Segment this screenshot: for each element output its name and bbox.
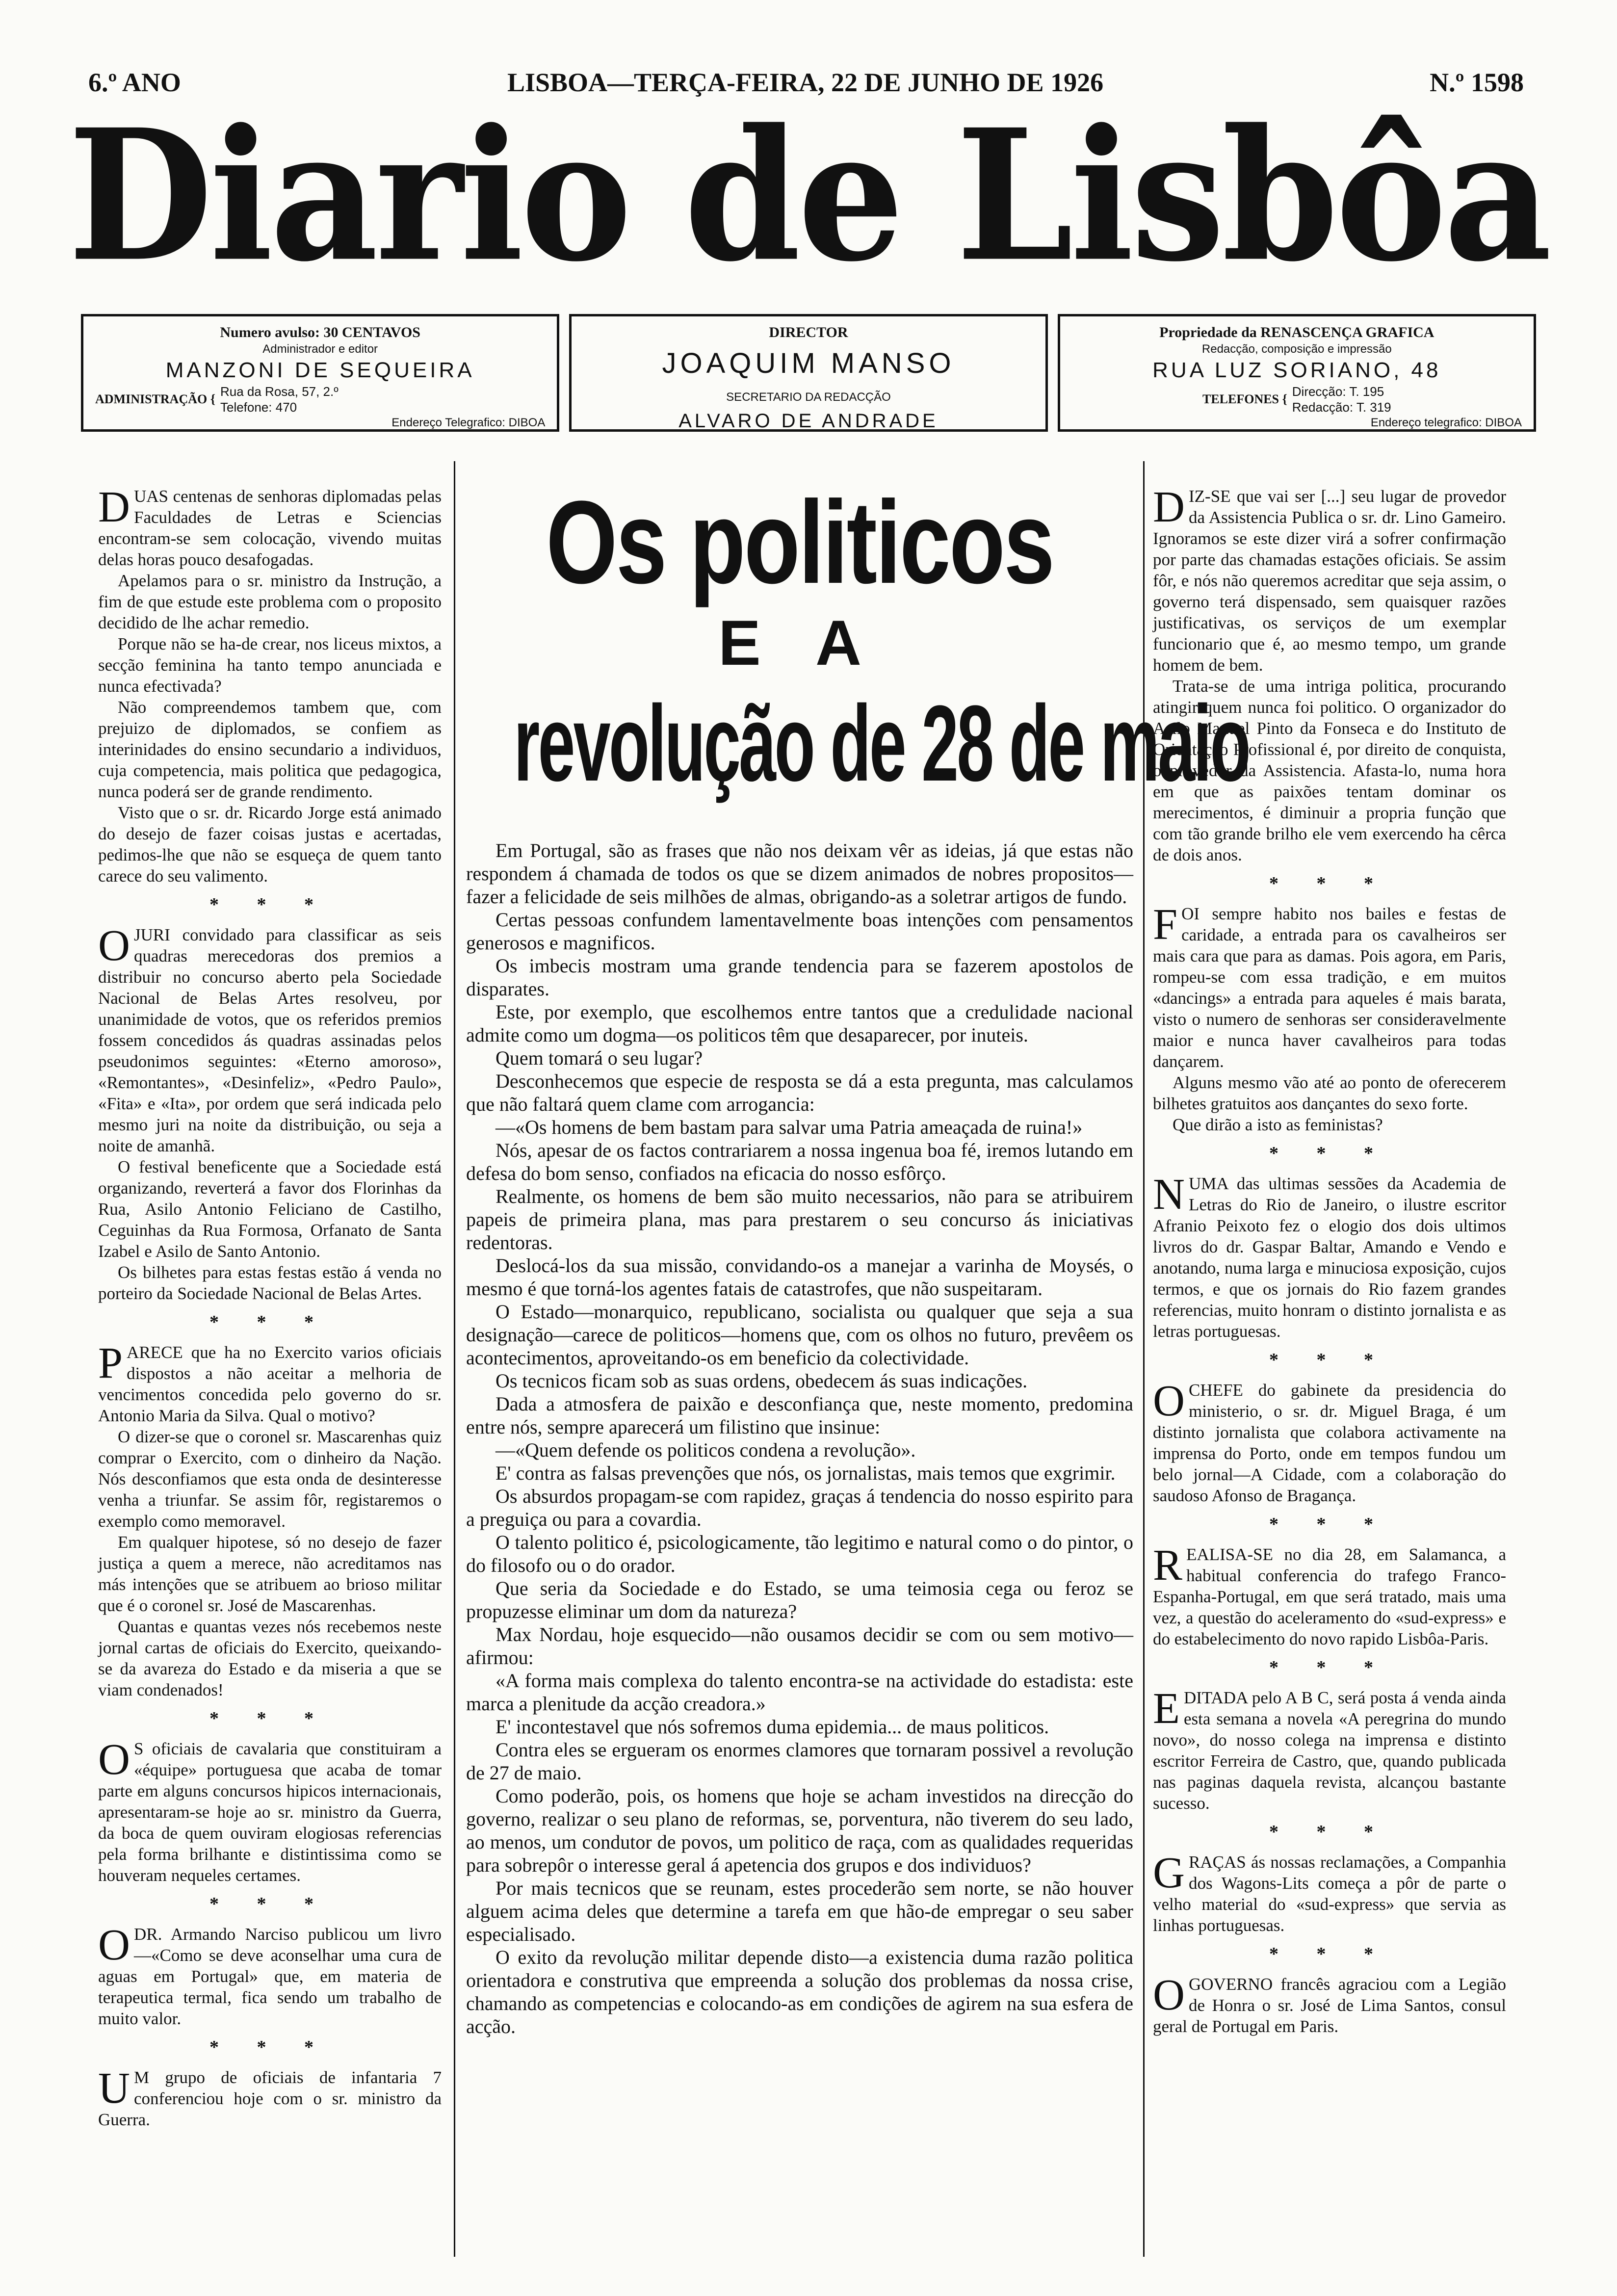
administrator-name: MANZONI DE SEQUEIRA [165, 358, 475, 382]
news-item-text: do gabinete da presidencia do ministerio, o sr. dr. Miguel Braga, é um distinto jornalista que colabora activamente na imprensa do Porto, onde em tempos fundou um belo jornal—A Cidade, com a colaboração do saudoso Afonso de Bragança. [1153, 1381, 1507, 1505]
drop-cap: N [1153, 1170, 1185, 1219]
news-item-text: sempre habito nos bailes e festas de caridade, a entrada para os cavalheiros ser mais cara que para as damas. Pois agora, em Paris, rompeu-se com essa tradição, e em muitos «dancings» a entrada para aqueles é mais barata, visto o numero de senhoras ser consideravelmente maior e nunca haver cavalheiros para todas dançarem. [1153, 904, 1506, 1071]
article-paragraph: Nós, apesar de os factos contrariarem a nossa ingenua boa fé, iremos lutando em defesa do bom senso, confiados na eficacia do nosso esfôrço. [466, 1139, 1133, 1184]
news-item-text: grupo de oficiais de infantaria 7 conferenciou hoje com o sr. ministro da Guerra. [98, 2068, 442, 2129]
news-item [98, 1735, 442, 1886]
news-item-first-paragraph [1153, 1377, 1507, 1506]
article-paragraph: Por mais tecnicos que se reunam, estes procederão sem norte, se não houver alguem acima deles que determine a tarefa em que hão-de empregar o seu saber especialisado. [466, 1877, 1133, 1945]
news-item-first-paragraph [98, 483, 442, 570]
lead-word: OI [1181, 904, 1200, 923]
news-item-text: pelo A B C, será posta á venda ainda esta semana a novela «A peregrina do mundo novo», do nosso colega na imprensa e distinto escritor Ferreira de Castro, que, quando publicada nas paginas daquela revista, alcançou bastante sucesso. [1153, 1688, 1507, 1813]
separator-stars: * * * [1269, 1514, 1390, 1535]
article-paragraph: Contra eles se ergueram os enormes clamores que tornaram possivel a revolução de 27 de maio. [466, 1739, 1133, 1784]
article-paragraph: Desconhecemos que especie de resposta se dá a esta pregunta, mas calculamos que não faltará quem clame com arrogancia: [466, 1070, 1133, 1115]
news-item-first-paragraph [98, 1921, 442, 2029]
drop-cap: O [98, 1735, 130, 1784]
news-item [1153, 900, 1506, 1135]
article-paragraph: Max Nordau, hoje esquecido—não ousamos decidir se com ou sem motivo—afirmou: [466, 1623, 1133, 1669]
price-text: Numero avulso: 30 CENTAVOS [220, 324, 420, 340]
news-item [1153, 1849, 1506, 1936]
drop-cap: R [1153, 1541, 1183, 1590]
secretary-role: SECRETARIO DA REDACÇÃO [726, 391, 891, 404]
separator-stars: * * * [1269, 873, 1390, 894]
news-item-text: que vai ser [...] seu lugar de provedor da Assistencia Publica o sr. dr. Lino Gameiro. Ignoramos se este dizer virá a sofrer confirmação por parte das chamadas estações oficiais. Se assim fôr, e nós não queremos acreditar que seja assim, o governo terá dispensado, sem quaisquer razões justificativas, os serviços de um exemplar funcionario que é, ao mesmo tempo, um grande homem de bem. [1153, 487, 1506, 675]
lead-word: EALISA-SE [1186, 1545, 1273, 1564]
news-item [1153, 1170, 1507, 1342]
administration-phone: Telefone: 470 [220, 400, 297, 415]
drop-cap: E [1153, 1684, 1180, 1733]
phone-direction: Direcção: T. 195 [1292, 384, 1384, 399]
news-item-text: que ha no Exercito varios oficiais dispostos a não aceitar a melhoria de vencimentos concedida pelo governo do sr. Antonio Maria da Silva. Qual o motivo? [98, 1343, 442, 1425]
separator-stars: * * * [1269, 1657, 1390, 1678]
column-divider-left [454, 461, 455, 2257]
drop-cap: O [1153, 1377, 1185, 1425]
news-item-first-paragraph [98, 1735, 442, 1886]
news-item [98, 2064, 442, 2130]
article-paragraph: Certas pessoas confundem lamentavelmente boas intenções com pensamentos generosos e magnificos. [466, 909, 1133, 954]
article-paragraph: O exito da revolução militar depende disto—a existencia duma razão politica orientadora e construtiva que empreenda a solução dos problemas da nossa crise, chamando as competencias e colocando-as em condições de agirem na sua esfera de acção. [466, 1946, 1133, 2037]
news-item-text: ás nossas reclamações, a Companhia dos Wagons-Lits começa a pôr de parte o velho material do «sud-express» que servia as linhas portuguesas. [1153, 1852, 1506, 1935]
news-item-first-paragraph [1153, 900, 1506, 1072]
news-item-first-paragraph [98, 1339, 442, 1426]
news-item-paragraph: Apelamos para o sr. ministro da Instrução, a fim de que estude este problema com o proposito decidido de lhe achar remedio. [98, 571, 442, 632]
article-paragraph: Os imbecis mostram uma grande tendencia para se fazerem apostolos de disparates. [466, 955, 1133, 1000]
news-item-paragraph: Não compreendemos tambem que, com prejuizo de diplomados, se confiem as interinidades do ensino secundario a individuos, cuja competencia, mais politica que pedagogica, nunca poderá ser de grande rendimento. [98, 698, 442, 801]
article-paragraph: Os tecnicos ficam sob as suas ordens, obedecem ás suas indicações. [496, 1370, 1028, 1392]
news-item [98, 1339, 442, 1700]
article-paragraph: E' contra as falsas prevenções que nós, os jornalistas, mais temos que exgrimir. [496, 1462, 1116, 1484]
news-item-paragraph: Porque não se ha-de crear, nos liceus mixtos, a secção feminina ha tanto tempo anunciada e nunca efectivada? [98, 634, 442, 696]
article-paragraph: O talento politico é, psicologicamente, tão legitimo e natural como o do pintor, o do filosofo ou o do orador. [466, 1531, 1133, 1576]
separator-stars: * * * [209, 1312, 330, 1332]
article-paragraph: Quem tomará o seu lugar? [496, 1047, 703, 1069]
lead-word: RAÇAS [1189, 1852, 1246, 1872]
news-item [98, 1921, 442, 2029]
drop-cap: O [98, 1921, 130, 1969]
news-item [1153, 1541, 1507, 1649]
separator-stars: * * * [1269, 1822, 1390, 1842]
lead-word: JURI [134, 925, 170, 944]
issue-number: N.º 1598 [1430, 68, 1524, 97]
news-item-first-paragraph [98, 2064, 442, 2130]
news-item-first-paragraph [98, 921, 442, 1156]
lead-word: GOVERNO [1189, 1975, 1273, 1994]
article-body [466, 839, 1133, 2038]
lead-word: UAS [134, 487, 169, 506]
right-column [1153, 483, 1507, 2045]
article-paragraph: Dada a atmosfera de paixão e desconfiança que, neste momento, predomina entre nós, sempre aparecerá um filistino que insinue: [466, 1393, 1133, 1438]
news-item-paragraph: Trata-se de uma intriga politica, procurando atingir quem nunca foi politico. O organizador do Asilo Manuel Pinto da Fonseca e do Instituto de Orientação Profissional é, por direito de conquista, o provedor da Assistencia. Afasta-lo, numa hora em que as paixões tentam dominar os merecimentos, é diminuir a propria função que com tão grande brilho ele vem exercendo ha cêrca de dois anos. [1153, 677, 1506, 864]
lead-word: IZ-SE [1189, 487, 1231, 506]
news-item-first-paragraph [1153, 1170, 1507, 1342]
info-bar [81, 314, 1536, 432]
headline-line-3: revolução de 28 de maio [514, 683, 1250, 804]
news-item-paragraph: Que dirão a isto as feministas? [1173, 1115, 1383, 1134]
news-item [98, 483, 442, 887]
drop-cap: D [98, 483, 130, 531]
year-label: 6.º ANO [88, 68, 181, 97]
info-box-administration [81, 314, 559, 432]
separator-stars: * * * [1269, 1944, 1390, 1964]
separator-stars: * * * [1269, 1350, 1390, 1370]
news-item-paragraph: O festival beneficente que a Sociedade está organizando, reverterá a favor dos Florinhas da Rua, Asilo Antonio Feliciano de Castilho, Ceguinhas da Rua Formosa, Orfanato de Santa Izabel e Asilo de Santo Antonio. [98, 1157, 442, 1261]
drop-cap: O [1153, 1971, 1185, 2019]
news-item-text: Armando Narciso publicou um livro —«Como se deve aconselhar uma cura de aguas em Portugal» que, em materia de terapeutica termal, fica sendo um trabalho de muito valor. [98, 1925, 442, 2028]
news-item-paragraph: Alguns mesmo vão até ao ponto de oferecerem bilhetes gratuitos aos dançantes do sexo forte. [1153, 1073, 1506, 1113]
separator-stars: * * * [209, 1708, 330, 1729]
news-item-first-paragraph [1153, 1541, 1507, 1649]
owner-address: RUA LUZ SORIANO, 48 [1152, 358, 1441, 382]
article-paragraph: —«Quem defende os politicos condena a revolução». [496, 1439, 916, 1461]
telegraph-address: Endereço Telegrafico: DIBOA [391, 416, 546, 429]
left-column [98, 483, 442, 2138]
news-item [98, 921, 442, 1304]
lead-word: DR. [134, 1925, 162, 1944]
lead-word: CHEFE [1189, 1381, 1243, 1400]
article-paragraph: Deslocá-los da sua missão, convidando-os a manejar a varinha de Moysés, o mesmo é que torná-los agentes fatais de catastrofes, que não suspeitaram. [466, 1254, 1133, 1300]
news-item-text: oficiais de cavalaria que constituiram a «équipe» portuguesa que acaba de tomar parte em alguns concursos hipicos internacionais, apresentaram-se hoje ao sr. ministro da Guerra, da boca de quem ouviram elogiosas referencias pela forma brilhante e distintissima como se houveram nequeles certames. [98, 1739, 442, 1885]
lead-word: DITADA [1183, 1688, 1248, 1707]
news-item-first-paragraph [1153, 1849, 1506, 1936]
news-item-first-paragraph [1153, 1684, 1507, 1814]
separator-stars: * * * [209, 2037, 330, 2058]
info-box-ownership [1058, 314, 1536, 432]
drop-cap: O [98, 921, 130, 970]
lead-word: M [134, 2068, 150, 2087]
separator-stars: * * * [209, 894, 330, 915]
phone-newsroom: Redacção: T. 319 [1292, 400, 1391, 415]
dateline: LISBOA—TERÇA-FEIRA, 22 DE JUNHO DE 1926 [507, 68, 1104, 97]
drop-cap: D [1153, 483, 1185, 531]
news-item-text: francês agraciou com a Legião de Honra o sr. José de Lima Santos, consul geral de Portugal em Paris. [1153, 1975, 1506, 2036]
headline-line-1: Os politicos [546, 476, 1053, 608]
telegraph-address-right: Endereço telegrafico: DIBOA [1370, 416, 1522, 429]
services-text: Redacção, composição e impressão [1201, 342, 1392, 356]
drop-cap: G [1153, 1849, 1185, 1897]
article-paragraph: Este, por exemplo, que escolhemos entre tantos que a credulidade nacional admite como um dogma—os politicos têm que desaparecer, por inuteis. [466, 1001, 1133, 1046]
owner-text: Propriedade da RENASCENÇA GRAFICA [1159, 324, 1434, 340]
article-paragraph: Que seria da Sociedade e do Estado, se uma teimosia cega ou feroz se propuzesse eliminar um dom da natureza? [466, 1577, 1133, 1622]
administrator-role: Administrador e editor [262, 342, 378, 356]
news-item-text: convidado para classificar as seis quadras merecedoras dos premios a distribuir no concurso aberto pela Sociedade Nacional de Belas Artes resolveu, por unanimidade de votos, que os referidos premios fossem concedidos ás quadras assinadas pelos pseudonimos seguintes: «Eterno amoroso», «Remontantes», «Desinfeliz», «Pedro Paulo», «Fita» e «Ita», por ordem que será indicada pelo mesmo juri na noite da distribuição, ou seja a noite de amanhã. [98, 925, 442, 1155]
news-item-first-paragraph [1153, 483, 1506, 676]
article-paragraph: «A forma mais complexa do talento encontra-se na actividade do estadista: este marca a plenitude da acção creadora.» [466, 1670, 1133, 1715]
news-item-text: centenas de senhoras diplomadas pelas Faculdades de Letras e Sciencias encontram-se sem colocação, vivendo muitas delas horas pouco desafogadas. [98, 487, 442, 569]
news-item [1153, 1971, 1506, 2037]
director-name: JOAQUIM MANSO [662, 347, 955, 379]
phones-label: TELEFONES { [1202, 391, 1287, 406]
article-paragraph: O Estado—monarquico, republicano, socialista ou qualquer que seja a sua designação—carece de politicos—homens que, com os olhos no futuro, prevêem os acontecimentos, aproveitando-os em beneficio da colectividade. [466, 1301, 1133, 1369]
news-item [1153, 483, 1506, 865]
info-box-direction [569, 314, 1047, 432]
separator-stars: * * * [1269, 1143, 1390, 1164]
news-item-paragraph: Quantas e quantas vezes nós recebemos neste jornal cartas de oficiais do Exercito, queixando-se da avareza do Estado e da miseria a que se viam condenados! [98, 1617, 442, 1699]
article-paragraph: Como poderão, pois, os homens que hoje se acham investidos na direcção do governo, realizar o seu plano de reformas, se, porventura, não tiverem do seu lado, ao menos, um condutor de povos, um politico de raça, com as qualidades requeridas para sobrepôr o interesse geral á apetencia dos grupos e dos individuos? [466, 1785, 1133, 1876]
drop-cap: F [1153, 900, 1178, 949]
news-item-text: das ultimas sessões da Academia de Letras do Rio de Janeiro, o ilustre escritor Afranio Peixoto fez o elogio dos dois ultimos livros do dr. Gaspar Baltar, Amando e Vendo e anotando, numa larga e minuciosa exposição, cujos termos, e que os jornais do Rio fazem grandes referencias, muito honram o distinto jornalista e as letras portuguesas. [1153, 1174, 1507, 1341]
news-item-paragraph: Os bilhetes para estas festas estão á venda no porteiro da Sociedade Nacional de Belas Artes. [98, 1263, 442, 1303]
lead-word: UMA [1189, 1174, 1228, 1193]
administration-label: ADMINISTRAÇÃO { [95, 391, 215, 406]
news-item-text: no dia 28, em Salamanca, a habitual conferencia do trafego Franco-Espanha-Portugal, em que será tratado, mais uma vez, a questão do aceleramento do «sud-express» e do estabelecimento do novo rapido Lisbôa-Paris. [1153, 1545, 1507, 1648]
newspaper-title: Diario de Lisbôa [68, 90, 1549, 302]
administration-address: Rua da Rosa, 57, 2.º [220, 384, 339, 399]
article-paragraph: E' incontestavel que nós sofremos duma epidemia... de maus politicos. [496, 1716, 1049, 1738]
director-role: DIRECTOR [769, 324, 848, 340]
news-item-first-paragraph [1153, 1971, 1506, 2037]
news-item [1153, 1684, 1507, 1814]
drop-cap: U [98, 2064, 130, 2113]
drop-cap: P [98, 1339, 123, 1387]
separator-stars: * * * [209, 1894, 330, 1914]
news-item-paragraph: O dizer-se que o coronel sr. Mascarenhas quiz comprar o Exercito, com o dinheiro da Nação. Nós desconfiamos que esta onda de desinteresse venha a triunfar. Se assim fôr, registaremos o exemplo como memoravel. [98, 1427, 442, 1531]
secretary-name: ALVARO DE ANDRADE [678, 410, 939, 432]
lead-word: S [134, 1739, 144, 1758]
masthead [0, 90, 1617, 302]
lead-word: ARECE [127, 1343, 183, 1362]
news-item-paragraph: Visto que o sr. dr. Ricardo Jorge está animado do desejo de fazer coisas justas e acertadas, pedimos-lhe que não se esqueça de quem tanto carece do seu valimento. [98, 803, 442, 886]
headline-line-2: E A [718, 607, 881, 678]
article-paragraph: Realmente, os homens de bem são muito necessarios, não para se atribuirem papeis de primeira plana, mas para prestarem o seu concurso ás iniciativas redentoras. [466, 1185, 1133, 1253]
article-paragraph: Em Portugal, são as frases que não nos deixam vêr as ideias, já que estas não respondem á chamada de todos os que se dizem animados de nobres propositos—fazer a felicidade de seis milhões de almas, obrigando-as a soletrar artigos de fundo. [466, 839, 1133, 908]
news-item-paragraph: Em qualquer hipotese, só no desejo de fazer justiça a quem a merece, não acreditamos nas más intenções que se atribuem ao brioso militar que é o coronel sr. José de Mascarenhas. [98, 1533, 442, 1615]
article-paragraph: —«Os homens de bem bastam para salvar uma Patria ameaçada de ruina!» [496, 1116, 1083, 1138]
article-paragraph: Os absurdos propagam-se com rapidez, graças á tendencia do nosso espirito para a preguiça ou para a covardia. [466, 1485, 1133, 1530]
news-item [1153, 1377, 1507, 1506]
